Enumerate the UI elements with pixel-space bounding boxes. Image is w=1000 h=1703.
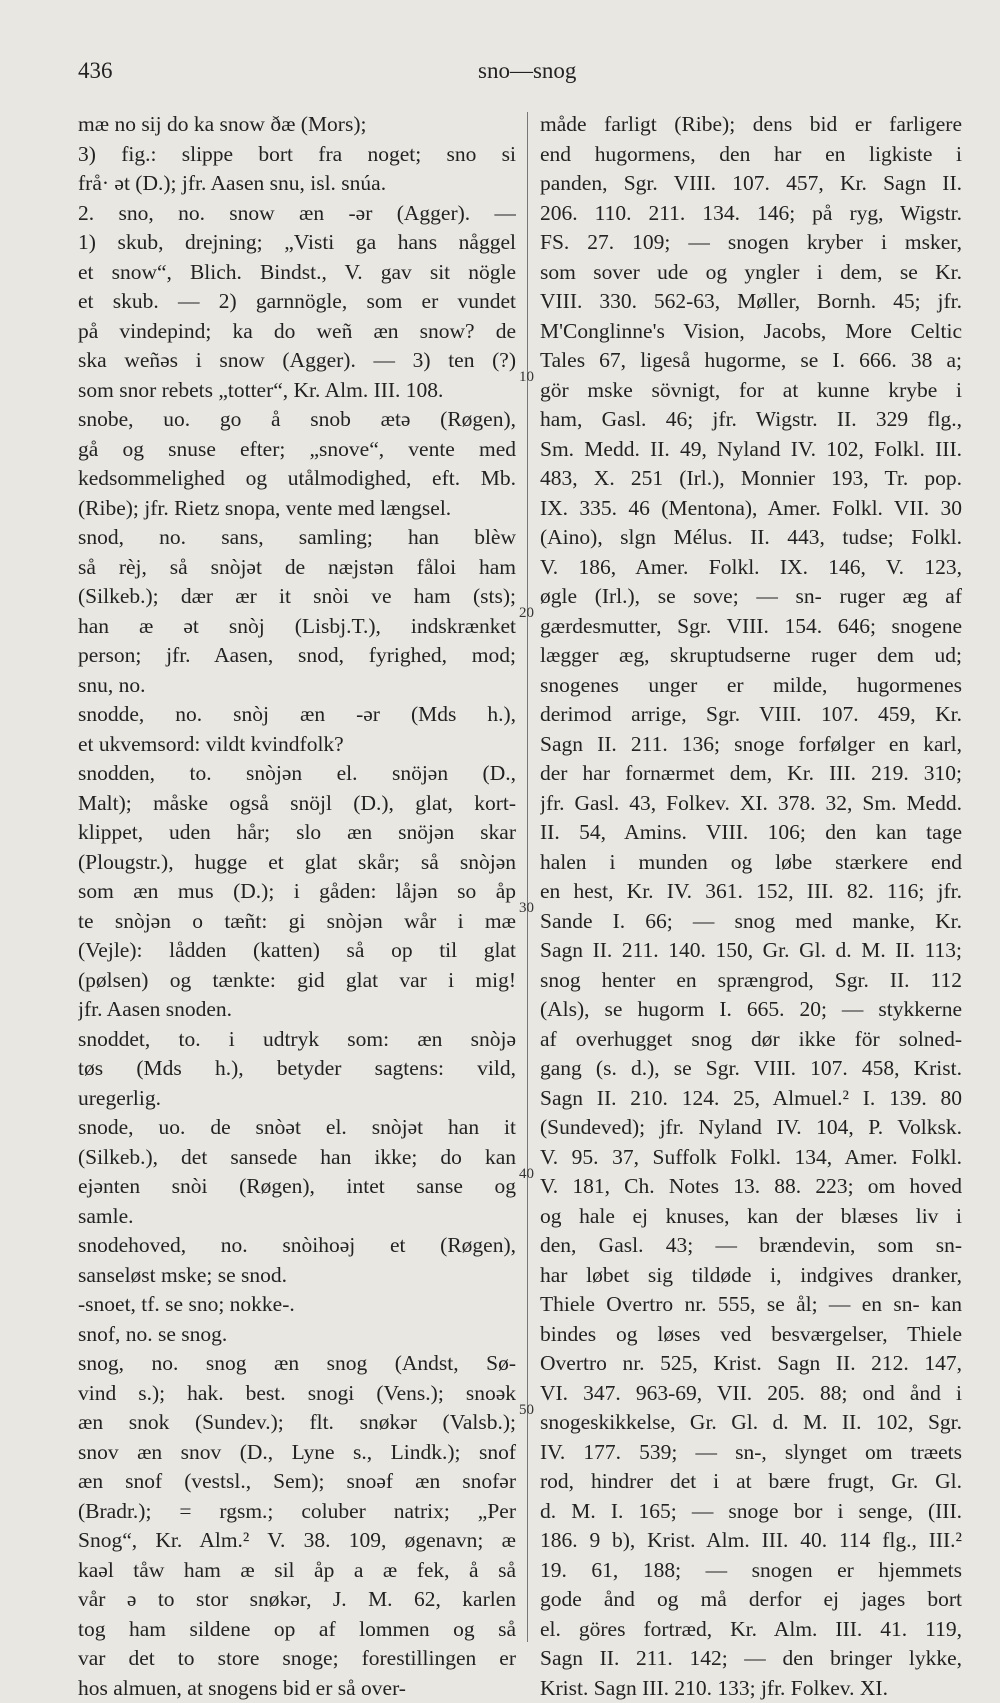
text-line: 483, X. 251 (Irl.), Monnier 193, Tr. pop. (540, 464, 962, 494)
text-line: lægger æg, skruptudserne ruger dem ud; (540, 641, 962, 671)
right-column (540, 110, 962, 1703)
text-line: el. göres fortræd, Kr. Alm. III. 41. 119, (540, 1615, 962, 1645)
text-line: snov æn snov (D., Lyne s., Lindk.); snof (78, 1438, 516, 1468)
text-line: bindes og løses ved besværgelser, Thiele (540, 1320, 962, 1350)
text-line: VIII. 330. 562-63, Møller, Bornh. 45; jfr. (540, 287, 962, 317)
text-line: snu, no. (78, 671, 516, 701)
text-line: Sm. Medd. II. 49, Nyland IV. 102, Folkl. III. (540, 435, 962, 465)
text-line: V. 186, Amer. Folkl. IX. 146, V. 123, (540, 553, 962, 583)
text-line: Snog“, Kr. Alm.² V. 38. 109, øgenavn; æ (78, 1526, 516, 1556)
text-line: (pølsen) og tænkte: gid glat var i mig! (78, 966, 516, 996)
margin-line-number: 40 (519, 1166, 534, 1183)
text-line: klippet, uden hår; slo æn snöjən skar (78, 818, 516, 848)
text-line: snogenes unger er milde, hugormenes (540, 671, 962, 701)
text-line: vår ə to stor snøkər, J. M. 62, karlen (78, 1585, 516, 1615)
left-column (78, 110, 516, 1703)
text-line: måde farligt (Ribe); dens bid er farligere (540, 110, 962, 140)
text-line: snog, no. snog æn snog (Andst, Sø- (78, 1349, 516, 1379)
text-line: gå og snuse efter; „snove“, vente med (78, 435, 516, 465)
text-line: Overtro nr. 525, Krist. Sagn II. 212. 147, (540, 1349, 962, 1379)
text-line: person; jfr. Aasen, snod, fyrighed, mod; (78, 641, 516, 671)
text-line: samle. (78, 1202, 516, 1232)
text-line: tog ham sildene op af lommen og så (78, 1615, 516, 1645)
text-line: gör mske sövnigt, for at kunne krybe i (540, 376, 962, 406)
text-line: var det to store snoge; forestillingen er (78, 1644, 516, 1674)
text-line: rod, hindrer det i at bære frugt, Gr. Gl. (540, 1467, 962, 1497)
text-line: har løbet sig tildøde i, indgives dranker, (540, 1261, 962, 1291)
text-line: så rèj, så snòjət de næjstən fåloi ham (78, 553, 516, 583)
text-line: gode ånd og må derfor ej jages bort (540, 1585, 962, 1615)
text-line: snod, no. sans, samling; han blèw (78, 523, 516, 553)
running-head: sno—snog (478, 58, 576, 84)
text-line: Sagn II. 211. 136; snoge forfølger en karl, (540, 730, 962, 760)
text-line: ejənten snòi (Røgen), intet sanse og (78, 1172, 516, 1202)
text-line: V. 95. 37, Suffolk Folkl. 134, Amer. Folkl. (540, 1143, 962, 1173)
text-line: 1) skub, drejning; „Visti ga hans någgel (78, 228, 516, 258)
text-line: Sagn II. 210. 124. 25, Almuel.² I. 139. 80 (540, 1084, 962, 1114)
text-line: snof, no. se snog. (78, 1320, 516, 1350)
text-line: (Silkeb.); dær ær it snòi ve ham (sts); (78, 582, 516, 612)
text-line: den, Gasl. 43; — brændevin, som sn- (540, 1231, 962, 1261)
text-line: gærdesmutter, Sgr. VIII. 154. 646; snogene (540, 612, 962, 642)
text-line: (Als), se hugorm I. 665. 20; — stykkerne (540, 995, 962, 1025)
text-line: Tales 67, ligeså hugorme, se I. 666. 38 a; (540, 346, 962, 376)
text-line: Sande I. 66; — snog med manke, Kr. (540, 907, 962, 937)
text-line: Sagn II. 211. 142; — den bringer lykke, (540, 1644, 962, 1674)
margin-line-number: 50 (519, 1402, 534, 1419)
text-line: (Aino), slgn Mélus. II. 443, tudse; Folkl. (540, 523, 962, 553)
text-line: et ukvemsord: vildt kvindfolk? (78, 730, 516, 760)
text-line: som sover ude og yngler i dem, se Kr. (540, 258, 962, 288)
text-line: frå· ət (D.); jfr. Aasen snu, isl. snúa. (78, 169, 516, 199)
text-line: 2. sno, no. snow æn -ər (Agger). — (78, 199, 516, 229)
text-line: IV. 177. 539; — sn-, slynget om træets (540, 1438, 962, 1468)
margin-line-number: 10 (519, 369, 534, 386)
text-line: -snoet, tf. se sno; nokke-. (78, 1290, 516, 1320)
text-line: (Silkeb.), det sansede han ikke; do kan (78, 1143, 516, 1173)
text-line: ska weñəs i snow (Agger). — 3) ten (?) (78, 346, 516, 376)
text-line: snodden, to. snòjən el. snöjən (D., (78, 759, 516, 789)
text-line: Sagn II. 211. 140. 150, Gr. Gl. d. M. II. 113; (540, 936, 962, 966)
text-line: snogeskikkelse, Gr. Gl. d. M. II. 102, Sgr. (540, 1408, 962, 1438)
text-line: der har fornærmet dem, Kr. III. 219. 310; (540, 759, 962, 789)
text-line: snodde, no. snòj æn -ər (Mds h.), (78, 700, 516, 730)
text-line: gang (s. d.), se Sgr. VIII. 107. 458, Krist. (540, 1054, 962, 1084)
text-line: ham, Gasl. 46; jfr. Wigstr. II. 329 flg., (540, 405, 962, 435)
text-line: et skub. — 2) garnnögle, som er vundet (78, 287, 516, 317)
text-line: FS. 27. 109; — snogen kryber i msker, (540, 228, 962, 258)
text-line: uregerlig. (78, 1084, 516, 1114)
text-line: på vindepind; ka do weñ æn snow? de (78, 317, 516, 347)
text-line: æn snof (vestsl., Sem); snoəf æn snofər (78, 1467, 516, 1497)
text-line: 206. 110. 211. 134. 146; på ryg, Wigstr. (540, 199, 962, 229)
text-line: snodehoved, no. snòihoəj et (Røgen), (78, 1231, 516, 1261)
text-line: som æn mus (D.); i gåden: låjən so åp (78, 877, 516, 907)
text-line: d. M. I. 165; — snoge bor i senge, (III. (540, 1497, 962, 1527)
text-line: (Plougstr.), hugge et glat skår; så snòjən (78, 848, 516, 878)
text-line: han æ ət snòj (Lisbj.T.), indskrænket (78, 612, 516, 642)
text-line: (Ribe); jfr. Rietz snopa, vente med længsel. (78, 494, 516, 524)
text-line: af overhugget snog dør ikke för solned- (540, 1025, 962, 1055)
text-line: 19. 61, 188; — snogen er hjemmets (540, 1556, 962, 1586)
margin-line-number: 30 (519, 900, 534, 917)
text-line: hos almuen, at snogens bid er så over- (78, 1674, 516, 1703)
text-line: som snor rebets „totter“, Kr. Alm. III. 108. (78, 376, 516, 406)
text-line: snoddet, to. i udtryk som: æn snòjə (78, 1025, 516, 1055)
text-line: (Sundeved); jfr. Nyland IV. 104, P. Volksk. (540, 1113, 962, 1143)
text-line: æn snok (Sundev.); flt. snøkər (Valsb.); (78, 1408, 516, 1438)
text-line: derimod arrige, Sgr. VIII. 107. 459, Kr. (540, 700, 962, 730)
text-line: V. 181, Ch. Notes 13. 88. 223; om hoved (540, 1172, 962, 1202)
text-line: mæ no sij do ka snow ðæ (Mors); (78, 110, 516, 140)
text-line: VI. 347. 963-69, VII. 205. 88; ond ånd i (540, 1379, 962, 1409)
text-line: 186. 9 b), Krist. Alm. III. 40. 114 flg., III.² (540, 1526, 962, 1556)
text-line: (Vejle): lådden (katten) så op til glat (78, 936, 516, 966)
page-number: 436 (78, 58, 113, 84)
text-line: tøs (Mds h.), betyder sagtens: vild, (78, 1054, 516, 1084)
text-line: snobe, uo. go å snob ætə (Røgen), (78, 405, 516, 435)
text-line: øgle (Irl.), se sove; — sn- ruger æg af (540, 582, 962, 612)
text-line: vind s.); hak. best. snogi (Vens.); snoək (78, 1379, 516, 1409)
text-line: jfr. Aasen snoden. (78, 995, 516, 1025)
text-line: end hugormens, den har en ligkiste i (540, 140, 962, 170)
text-line: te snòjən o tæñt: gi snòjən wår i mæ (78, 907, 516, 937)
text-line: en hest, Kr. IV. 361. 152, III. 82. 116; jfr. (540, 877, 962, 907)
text-line: og hale ej knuses, kan der blæses liv i (540, 1202, 962, 1232)
text-line: kaəl tåw ham æ sil åp a æ fek, å så (78, 1556, 516, 1586)
text-line: et snow“, Blich. Bindst., V. gav sit nögle (78, 258, 516, 288)
text-line: Thiele Overtro nr. 555, se ål; — en sn- kan (540, 1290, 962, 1320)
text-line: Krist. Sagn III. 210. 133; jfr. Folkev. XI. (540, 1674, 962, 1703)
text-line: Malt); måske også snöjl (D.), glat, kort- (78, 789, 516, 819)
text-line: II. 54, Amins. VIII. 106; den kan tage (540, 818, 962, 848)
text-line: snode, uo. de snòət el. snòjət han it (78, 1113, 516, 1143)
page-header (78, 58, 958, 88)
text-line: kedsommelighed og utålmodighed, eft. Mb. (78, 464, 516, 494)
margin-line-number: 20 (519, 605, 534, 622)
text-line: snog henter en sprængrod, Sgr. II. 112 (540, 966, 962, 996)
text-line: jfr. Gasl. 43, Folkev. XI. 378. 32, Sm. Medd. (540, 789, 962, 819)
text-line: 3) fig.: slippe bort fra noget; sno si (78, 140, 516, 170)
text-line: panden, Sgr. VIII. 107. 457, Kr. Sagn II. (540, 169, 962, 199)
text-line: halen i munden og løbe stærkere end (540, 848, 962, 878)
text-line: IX. 335. 46 (Mentona), Amer. Folkl. VII. 30 (540, 494, 962, 524)
text-line: (Bradr.); = rgsm.; coluber natrix; „Per (78, 1497, 516, 1527)
text-line: sanseløst mske; se snod. (78, 1261, 516, 1291)
text-line: M'Conglinne's Vision, Jacobs, More Celtic (540, 317, 962, 347)
